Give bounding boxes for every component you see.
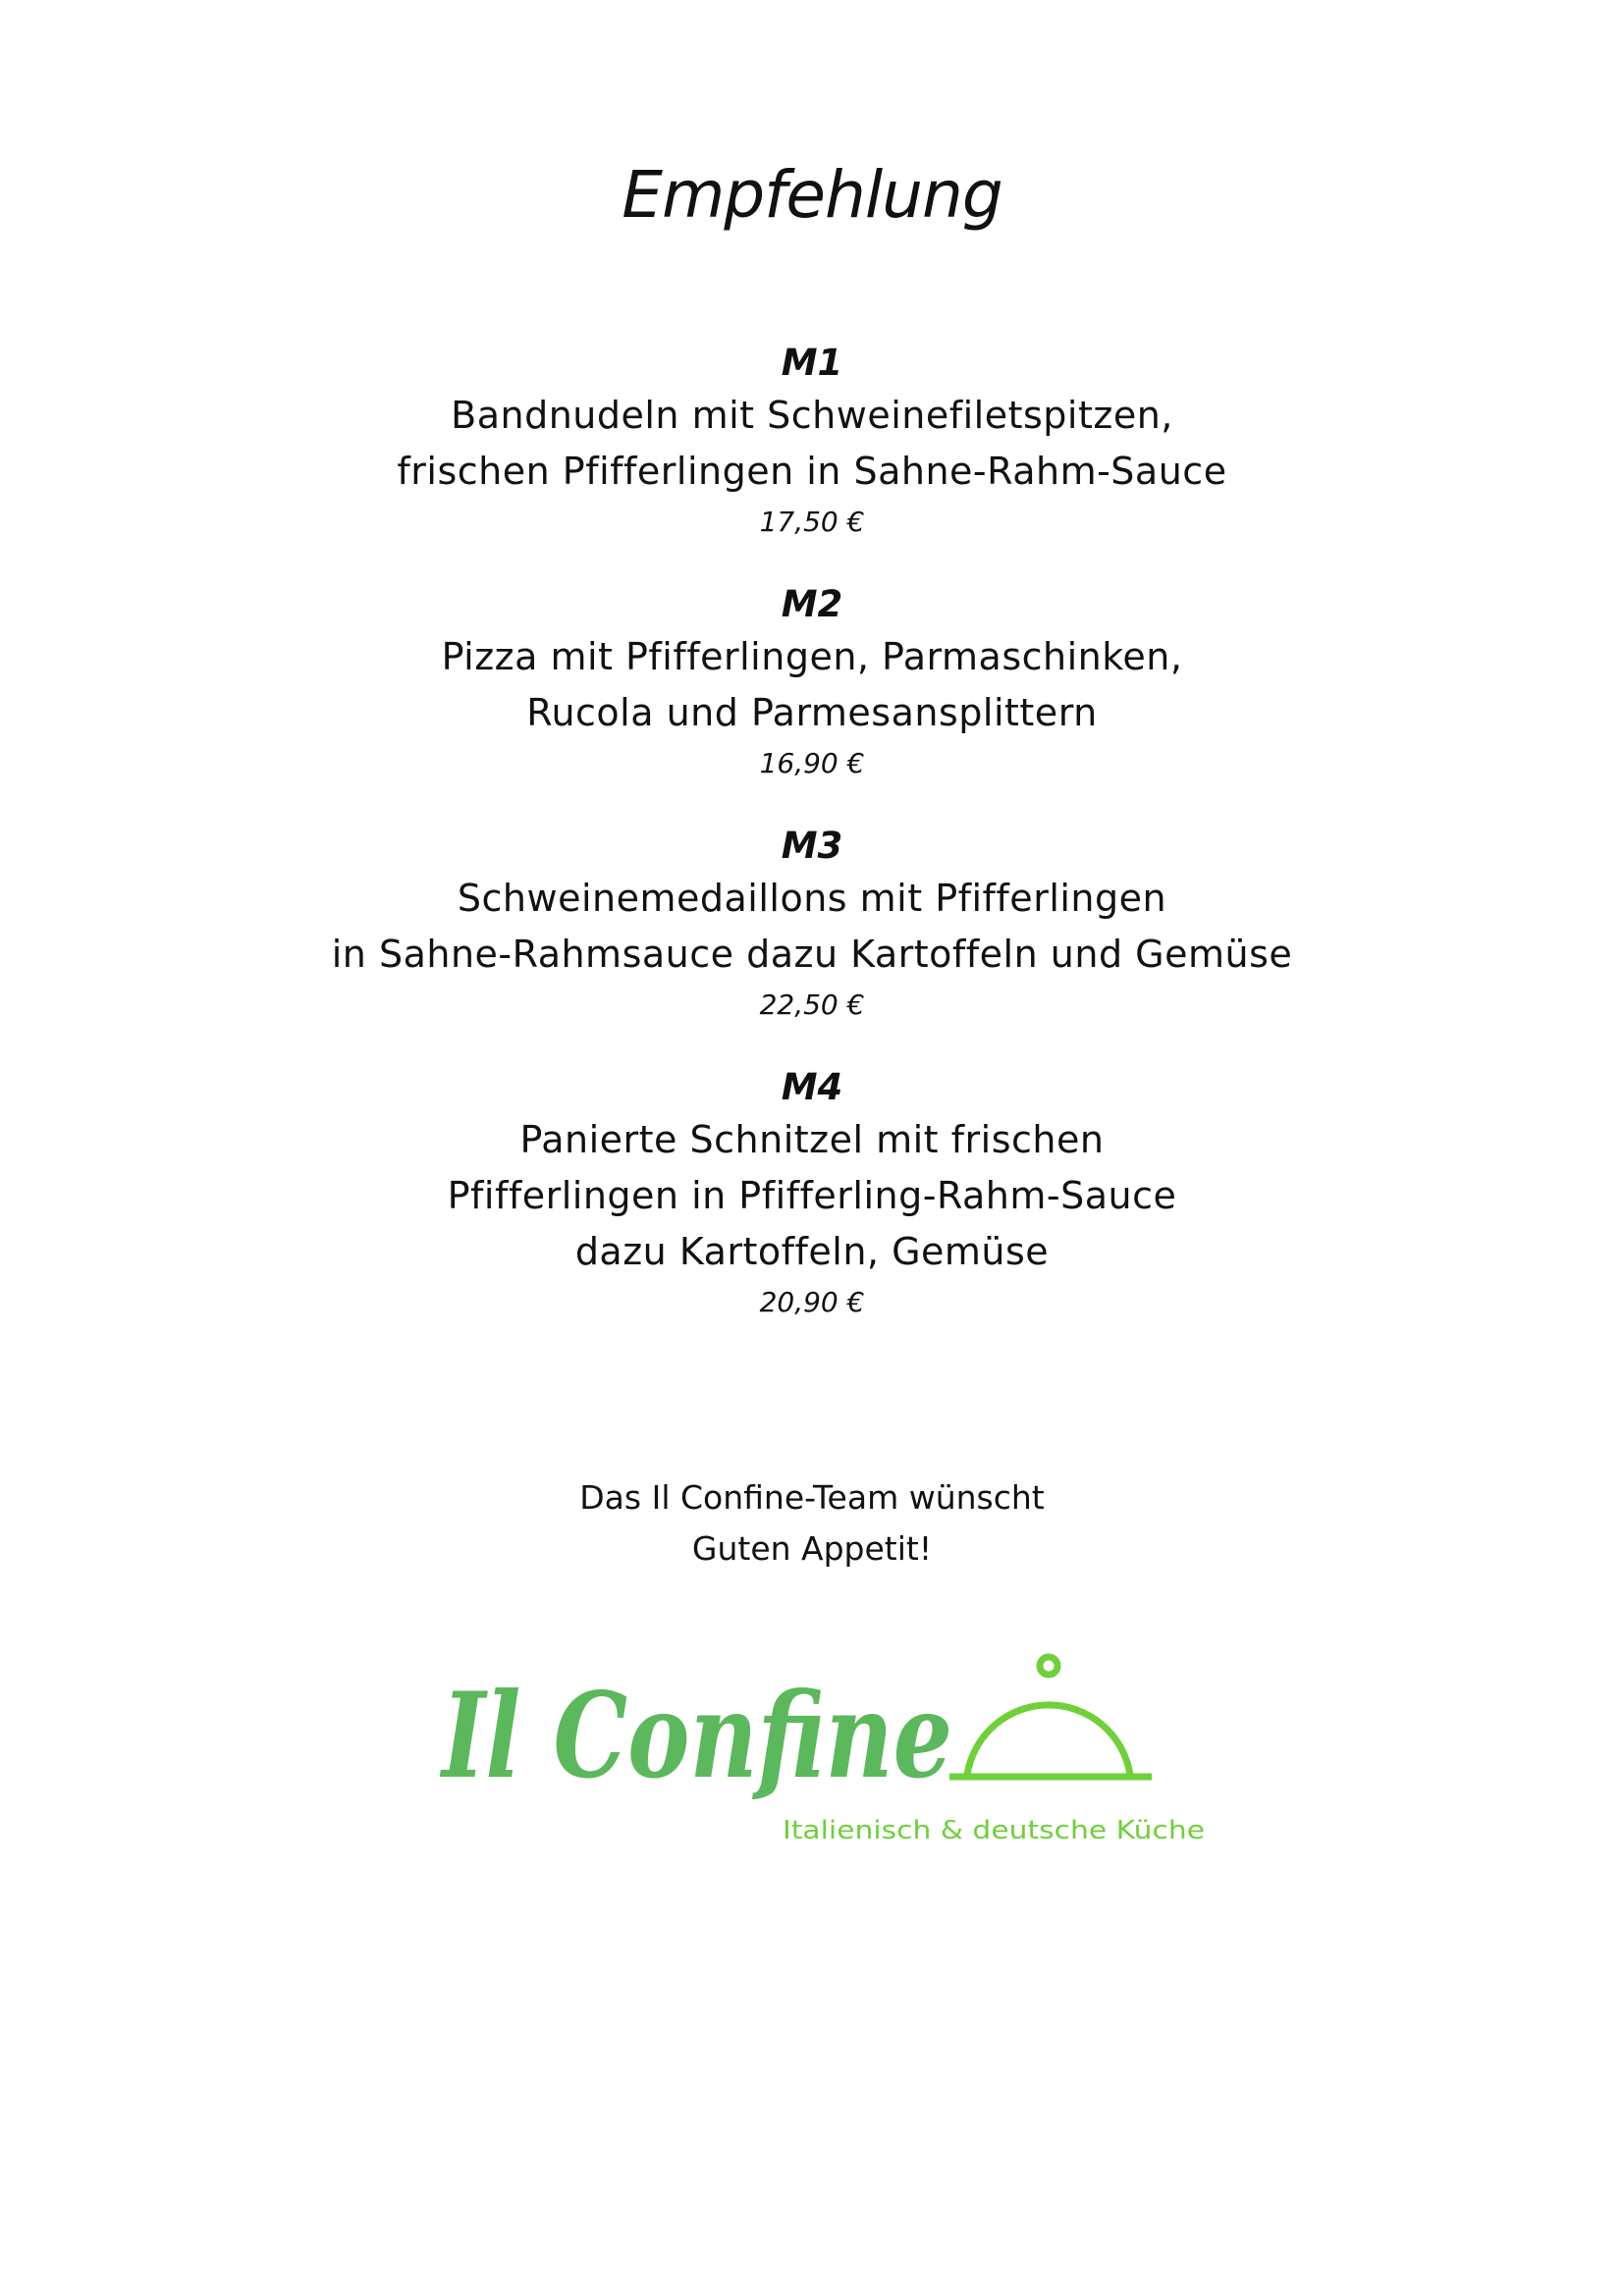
menu-item	[0, 339, 1624, 543]
item-code: M4	[781, 1066, 843, 1108]
item-code: M3	[781, 825, 843, 867]
item-description-line: Rucola und Parmesansplittern	[526, 691, 1098, 734]
item-description-line: Pfifferlingen in Pfifferling-Rahm-Sauce	[447, 1174, 1177, 1217]
restaurant-logo	[437, 1629, 1213, 1885]
page-title: Empfehlung	[622, 157, 1002, 233]
closing-line: Guten Appetit!	[691, 1529, 933, 1568]
closing-message	[0, 1472, 1624, 1575]
item-description-line: Bandnudeln mit Schweinefiletspitzen,	[451, 394, 1173, 437]
menu-item	[0, 580, 1624, 784]
menu-item	[0, 1063, 1624, 1323]
item-description-line: Panierte Schnitzel mit frischen	[519, 1118, 1105, 1161]
item-price: 17,50 €	[759, 506, 865, 538]
closing-line: Das Il Confine-Team wünscht	[579, 1478, 1045, 1517]
item-description-line: in Sahne-Rahmsauce dazu Kartoffeln und Gemüse	[331, 933, 1293, 976]
item-description-line: dazu Kartoffeln, Gemüse	[574, 1230, 1050, 1273]
menu-item	[0, 822, 1624, 1026]
logo-name: Il Confine	[439, 1667, 952, 1805]
item-code: M1	[781, 342, 843, 384]
item-description-line: Pizza mit Pfifferlingen, Parmaschinken,	[441, 635, 1183, 678]
item-code: M2	[781, 583, 843, 625]
item-price: 20,90 €	[759, 1286, 865, 1318]
item-description-line: frischen Pfifferlingen in Sahne-Rahm-Sauce	[397, 450, 1227, 493]
cloche-icon	[949, 1657, 1152, 1777]
item-price: 16,90 €	[759, 747, 865, 779]
logo-tagline: Italienisch & deutsche Küche	[783, 1816, 1205, 1845]
menu-list	[0, 339, 1624, 1361]
item-price: 22,50 €	[759, 988, 865, 1021]
item-description-line: Schweinemedaillons mit Pfifferlingen	[457, 877, 1167, 920]
